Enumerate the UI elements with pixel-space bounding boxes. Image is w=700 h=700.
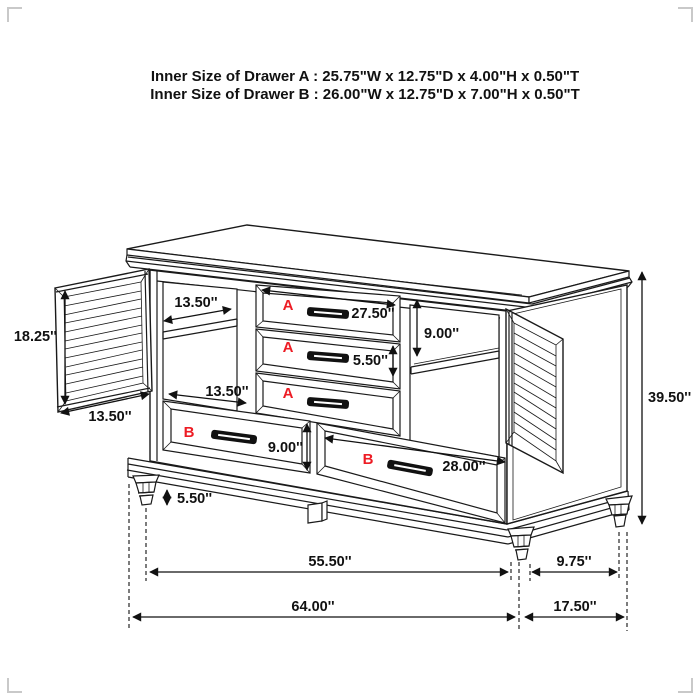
dim-label: 13.50'' [88, 409, 132, 425]
header [150, 68, 579, 103]
dim-label: 9.75'' [556, 554, 592, 570]
dim-label: 5.50'' [177, 491, 213, 507]
dim-label: 64.00'' [291, 599, 335, 615]
dim-overall-height [642, 272, 691, 524]
dim-overall-width [133, 599, 515, 617]
dim-label: 13.50'' [205, 384, 249, 400]
dim-foot-height [167, 490, 212, 507]
drawer-a-label: A [282, 297, 294, 314]
dim-front-width [150, 554, 508, 572]
dim-label: 18.25'' [13, 329, 57, 345]
header-line-1: Inner Size of Drawer A : 25.75"W x 12.75"D x 4.00"H x 0.50"T [150, 68, 580, 85]
dim-label: 5.50'' [352, 353, 388, 369]
dim-label: 9.00'' [424, 326, 460, 342]
dim-label: 28.00'' [442, 459, 486, 475]
center-support-leg [308, 501, 327, 523]
header-line-2: Inner Size of Drawer B : 26.00"W x 12.75"D x 7.00"H x 0.50"T [150, 86, 580, 103]
dim-label: 9.00'' [267, 440, 303, 456]
drawer-a-label: A [282, 339, 294, 356]
dim-label: 55.50'' [308, 554, 352, 570]
drawer-b-label: B [362, 451, 374, 468]
dim-label: 39.50'' [648, 390, 692, 406]
front-left-foot [133, 475, 159, 505]
dim-side-inset-width [532, 554, 617, 572]
left-door [55, 269, 152, 412]
back-right-foot [606, 496, 632, 527]
dim-label: 17.50'' [553, 599, 597, 615]
dim-label: 27.50'' [351, 306, 395, 322]
drawer-b-label: B [183, 424, 195, 441]
drawer-a-label: A [282, 385, 294, 402]
dim-label: 13.50'' [174, 295, 218, 311]
dim-overall-depth [525, 599, 624, 617]
